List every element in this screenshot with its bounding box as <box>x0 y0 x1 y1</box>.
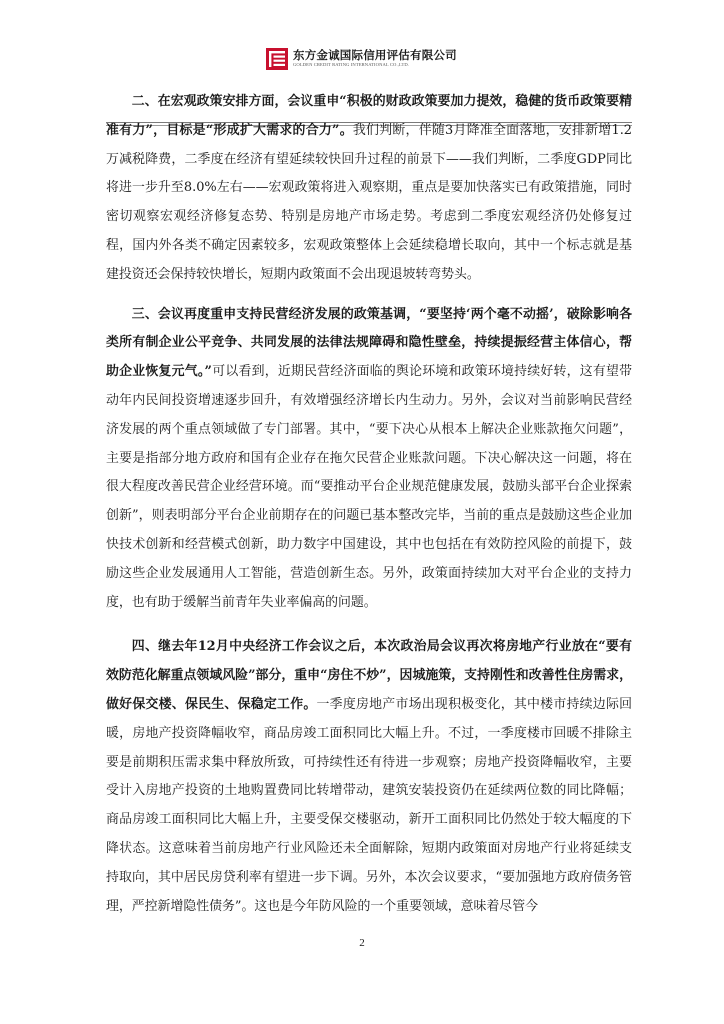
paragraph-lead: 三、会议再度重申支持民营经济发展的政策基调，“要坚持‘两个毫不动摇’，破除影响各类所有制企业公平竞争、共同发展的法律法规障碍和隐性壁垒，持续提振经营主体信心，帮助企业恢复元气。” <box>106 306 632 380</box>
company-name-cn: 东方金诚国际信用评估有限公司 <box>293 47 457 62</box>
logo-mark-icon <box>266 48 288 70</box>
paragraph-body: 我们判断，伴随3月降准全面落地，安排新增1.2万减税降费，二季度在经济有望延续较快回升过程的前景下——我们判断，二季度GDP同比将进一步升至8.0%左右——宏观政策将进入观察期，重点是要加快落实已有政策措施，同时密切观察宏观经济修复态势、特别是房地产市场走势。考虑到二季度宏观经济仍处修复过程，国内外各类不确定因素较多，宏观政策整体上会延续稳增长取向，其中一个标志就是基建投资还会保持较快增长，短期内政策面不会出现退坡转弯势头。 <box>106 122 633 282</box>
paragraph-real-estate <box>106 633 632 921</box>
page-header <box>0 46 724 78</box>
paragraph-lead: 二、在宏观政策安排方面，会议重申“积极的财政政策要加力提效，稳健的货币政策要精准有力”，目标是“形成扩大需求的合力”。 <box>106 94 632 138</box>
company-name-en: GOLDEN CREDIT RATING INTERNATIONAL CO.,LTD. <box>293 62 410 68</box>
document-body <box>106 88 632 921</box>
paragraph-lead: 四、继去年12月中央经济工作会议之后，本次政治局会议再次将房地产行业放在“要有效防范化解重点领域风险”部分，重申“房住不炒”，因城施策，支持刚性和改善性住房需求，做好保交楼、保民生、保稳定工作。 <box>106 639 632 712</box>
paragraph-body: 可以看到，近期民营经济面临的舆论环境和政策环境持续好转，这有望带动年内民间投资增速逐步回升，有效增强经济增长内生动力。另外，会议对当前影响民营经济发展的两个重点领域做了专门部署。其中，“要下决心从根本上解决企业账款拖欠问题”，主要是指部分地方政府和国有企业存在拖欠民营企业账款问题。下决心解决这一问题，将在很大程度改善民营企业经营环境。而“要推动平台企业规范健康发展，鼓励头部平台企业探索创新”，则表明部分平台企业前期存在的问题已基本整改完毕，当前的重点是鼓励这些企业加快技术创新和经营模式创新，助力数字中国建设，其中也包括在有效防控风险的前提下，鼓励这些企业发展通用人工智能，营造创新生态。另外，政策面持续加大对平台企业的支持力度，也有助于缓解当前青年失业率偏高的问题。 <box>106 364 633 610</box>
company-logo <box>266 48 457 70</box>
paragraph-private-economy <box>106 301 632 618</box>
paragraph-body: 一季度房地产市场出现积极变化，其中楼市持续边际回暖，房地产投资降幅收窄，商品房竣工面积同比大幅上升。不过，一季度楼市回暖不排除主要是前期积压需求集中释放所致，可持续性还有待进一步观察；房地产投资降幅收窄，主要受计入房地产投资的土地购置费同比转增带动，建筑安装投资仍在延续两位数的同比降幅；商品房竣工面积同比大幅上升，主要受保交楼驱动，新开工面积同比仍然处于较大幅度的下降状态。这意味着当前房地产行业风险还未全面解除，短期内政策面对房地产行业将延续支持取向，其中居民房贷利率有望进一步下调。另外，本次会议要求，“要加强地方政府债务管理，严控新增隐性债务”。这也是今年防风险的一个重要领域，意味着尽管今 <box>106 696 633 914</box>
paragraph-macro-policy <box>106 88 632 290</box>
page-number: 2 <box>359 937 365 949</box>
